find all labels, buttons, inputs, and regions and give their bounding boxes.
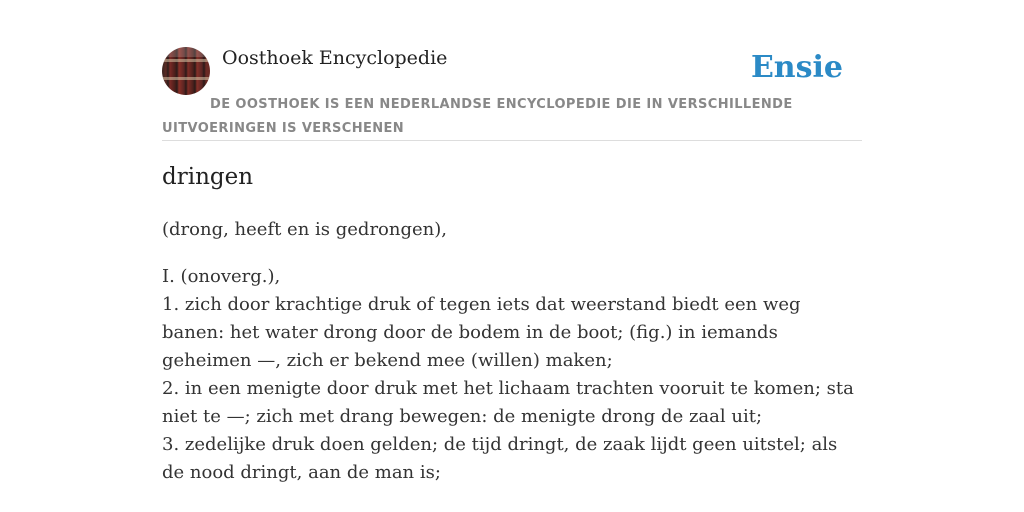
- avatar-band: [162, 77, 210, 80]
- avatar-shine: [162, 47, 210, 57]
- entry-title: dringen: [162, 164, 254, 190]
- sense-item: 2. in een menigte door druk met het lichaam trachten vooruit te komen; sta niet te —; zich met drang bewegen: de menigte drong de zaal uit;: [162, 378, 854, 427]
- site-title[interactable]: Oosthoek Encyclopedie: [222, 47, 448, 69]
- brand-logo[interactable]: Ensie: [750, 50, 843, 85]
- sense-header: I. (onoverg.),: [162, 266, 281, 287]
- encyclopedia-avatar[interactable]: [162, 47, 210, 95]
- site-tagline: DE OOSTHOEK IS EEN NEDERLANDSE ENCYCLOPEDIE DIE IN VERSCHILLENDE UITVOERINGEN IS VERSCHENEN: [162, 97, 793, 136]
- entry-content: [162, 216, 862, 487]
- entry-forms: (drong, heeft en is gedrongen),: [162, 219, 447, 240]
- sense-item: 1. zich door krachtige druk of tegen iets dat weerstand biedt een weg banen: het water drong door de bodem in de boot; (fig.) in iemands geheimen —, zich er bekend mee (willen) maken;: [162, 294, 801, 371]
- site-header: [162, 46, 862, 141]
- sense-item: 3. zedelijke druk doen gelden; de tijd dringt, de zaak lijdt geen uitstel; als de nood dringt, aan de man is;: [162, 434, 838, 483]
- avatar-band: [162, 59, 210, 62]
